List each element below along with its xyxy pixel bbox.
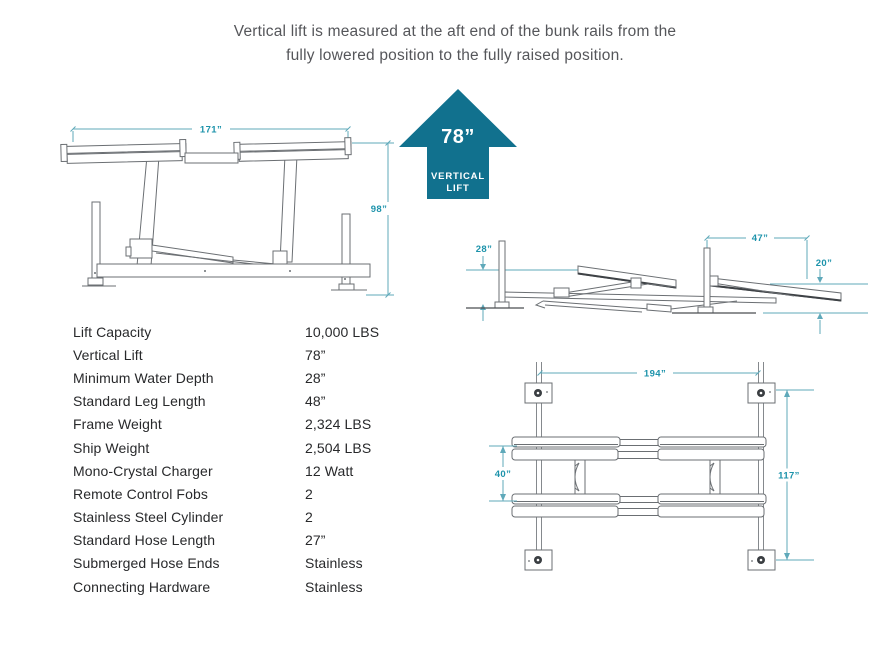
header-text [80, 20, 830, 67]
table-row [73, 482, 413, 505]
header-line-2: fully lowered position to the fully raised position. [286, 46, 624, 64]
spec-label: Mono-Crystal Charger [73, 462, 213, 479]
dimension-aft-height: 20” [815, 258, 833, 269]
arrow-lift-value: 78” [441, 126, 475, 148]
table-row [73, 366, 413, 389]
spec-label: Vertical Lift [73, 346, 143, 363]
spec-label: Submerged Hose Ends [73, 555, 220, 572]
table-row [73, 575, 413, 598]
dimension-arm-length: 47” [751, 233, 769, 244]
spec-value: 2,324 LBS [305, 416, 372, 433]
side-view-lowered-diagram [460, 225, 872, 345]
spec-label: Ship Weight [73, 439, 150, 456]
spec-value: 2 [305, 509, 313, 526]
table-row [73, 506, 413, 529]
arrow-label-line2: LIFT [446, 183, 470, 194]
spec-label: Stainless Steel Cylinder [73, 509, 224, 526]
spec-value: 12 Watt [305, 462, 354, 479]
dimension-height-raised: 98” [370, 204, 388, 215]
side-view-raised-diagram [57, 110, 397, 310]
table-row [73, 320, 413, 343]
spec-label: Standard Leg Length [73, 393, 206, 410]
vertical-lift-arrow [398, 88, 518, 200]
spec-value: 2 [305, 485, 313, 502]
dimension-width-raised: 171” [199, 124, 223, 136]
spec-label: Remote Control Fobs [73, 485, 208, 502]
table-row [73, 459, 413, 482]
spec-value: 28” [305, 369, 326, 386]
dimension-top-length: 117” [778, 470, 800, 482]
header-line-1: Vertical lift is measured at the aft end of the bunk rails from the [233, 23, 677, 40]
table-row [73, 413, 413, 436]
table-row [73, 343, 413, 366]
spec-value: Stainless [305, 555, 363, 572]
table-row [73, 552, 413, 575]
dimension-bunk-spacing: 40” [494, 469, 512, 480]
table-row [73, 529, 413, 552]
spec-label: Lift Capacity [73, 323, 152, 340]
spec-table [73, 320, 413, 598]
spec-label: Standard Hose Length [73, 532, 216, 549]
spec-value: Stainless [305, 578, 363, 595]
spec-label: Minimum Water Depth [73, 369, 214, 386]
spec-label: Connecting Hardware [73, 578, 211, 595]
dimension-top-width: 194” [643, 368, 667, 380]
arrow-label-line1: VERTICAL [431, 171, 485, 182]
dimension-water-depth: 28” [475, 244, 493, 255]
spec-value: 10,000 LBS [305, 323, 380, 340]
spec-value: 78” [305, 346, 326, 363]
table-row [73, 436, 413, 459]
spec-value: 48” [305, 393, 326, 410]
spec-value: 2,504 LBS [305, 439, 372, 456]
top-view-diagram [485, 358, 885, 610]
table-row [73, 390, 413, 413]
spec-label: Frame Weight [73, 416, 162, 433]
spec-value: 27” [305, 532, 326, 549]
